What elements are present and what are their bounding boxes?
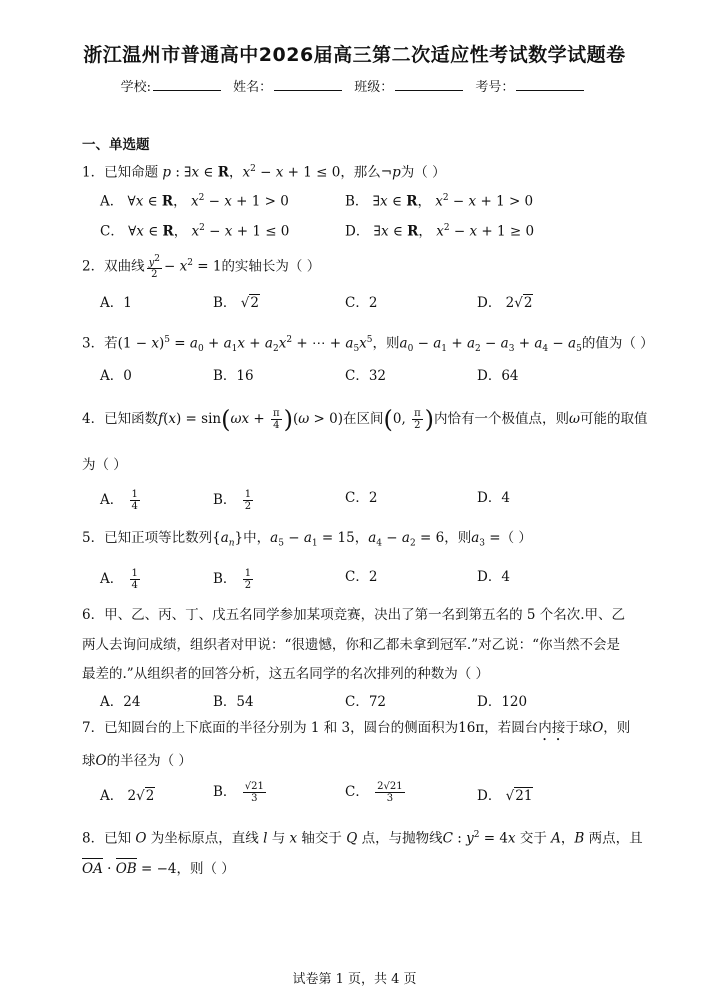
q3-stem: 3．若$(1 - x)^5 = a_0 + a_1x + a_2x^2$ + ⋯ + $a_5x^5$，则$a_0 - a_1 + a_2 - a_3 + a_4 - a_5$的值为（ ） xyxy=(82,335,654,355)
q7-option-b-label: B． xyxy=(213,784,237,800)
q4-stem-cont: 为（ ） xyxy=(82,457,127,473)
q3-option-c-label: C．32 xyxy=(345,368,387,384)
q4-option-c-label: C．2 xyxy=(345,490,378,506)
q5-option-b[interactable]: B． $\frac{1}{2}$ xyxy=(213,568,252,591)
q3-option-b-label: B．16 xyxy=(213,368,254,384)
q6-option-a-label: A．24 xyxy=(100,694,141,710)
q7-option-d-label: D． xyxy=(477,788,502,804)
q4-stem-text-3: 内恰有一个极值点，则 xyxy=(434,411,570,427)
q1-option-a[interactable]: A． ∀x ∈ R， $x^2 - x + 1 > 0$ xyxy=(100,193,289,210)
q4-option-d[interactable] xyxy=(477,489,510,507)
q1-option-d-label: D． xyxy=(345,223,370,240)
q1-stem: 1．已知命题 p : ∃x ∈ R，$x^2 - x + 1 \le 0$，那么¬p为（ ） xyxy=(82,164,446,181)
q1-option-d[interactable]: D． ∃x ∈ R， $x^2 - x + 1 \ge 0$ xyxy=(345,223,535,240)
q7-stem-text-5: 球 xyxy=(82,753,96,769)
q3-option-a-label: A．0 xyxy=(100,368,132,384)
q4-option-b-label: B． xyxy=(213,492,237,508)
q2-option-b-label: B． xyxy=(213,295,237,311)
exam-no-blank xyxy=(516,78,584,91)
q8-stem: 8．已知 O 为坐标原点，直线 l 与 x 轴交于 Q 点，与抛物线C : $y^2 = 4x$ 交于 A，B 两点，且 xyxy=(82,830,643,847)
q2-option-a-label: A．1 xyxy=(100,295,132,311)
q8-stem-text-5: 点，与抛物线 xyxy=(361,830,443,847)
q6-stem-line3: 最差的.”从组织者的回答分析，这五名同学的名次排列的种数为（ ） xyxy=(82,666,489,682)
q4-option-a-label: A． xyxy=(100,492,124,508)
q8-stem-text: 8．已知 xyxy=(82,830,132,847)
q8-stem-text-6: 交于 xyxy=(519,830,547,847)
q8-stem-text-7: 两点，且 xyxy=(588,830,643,847)
q2-stem-text-2: 的实轴长为（ ） xyxy=(221,258,321,275)
q7-option-a-label: A． xyxy=(100,788,124,804)
school-blank xyxy=(153,78,221,91)
q7-stem-text: 7．已知圆台的上下底面的半径分别为 1 和 3，圆台的侧面积为 xyxy=(82,720,459,736)
q1-option-b-label: B． xyxy=(345,193,369,210)
page-footer: 试卷第 1 页，共 4 页 xyxy=(292,972,417,987)
q5-option-a-label: A． xyxy=(100,571,124,587)
student-info-row xyxy=(0,76,709,95)
q3-option-b[interactable] xyxy=(213,367,254,385)
q2-option-c[interactable] xyxy=(345,294,377,312)
q2-option-a[interactable] xyxy=(100,294,132,312)
q6-option-c-label: C．72 xyxy=(345,694,387,710)
q5-stem-text-3: ， xyxy=(354,530,369,546)
q3-stem-text-2: ，则 xyxy=(372,335,400,352)
q6-option-d-label: D．120 xyxy=(477,694,528,710)
q5-stem: 5．已知正项等比数列$\{a_n\}$中，$a_5 - a_1 = 15$，$a_4 - a_2 = 6$，则$a_3$ =（ ） xyxy=(82,530,532,549)
q4-option-b[interactable]: B． $\frac{1}{2}$ xyxy=(213,489,252,512)
q7-stem: 7．已知圆台的上下底面的半径分别为 1 和 3，圆台的侧面积为16π，若圆台内接于球O，则 xyxy=(82,720,631,736)
q2-option-d[interactable]: D． 2√2 xyxy=(477,295,533,311)
q2-option-b[interactable]: B． √2 xyxy=(213,295,259,311)
q5-option-a[interactable]: A． $\frac{1}{4}$ xyxy=(100,568,138,591)
q7-stem-cont: 球O的半径为（ ） xyxy=(82,753,192,769)
q6-option-b-label: B．54 xyxy=(213,694,254,710)
q6-option-a[interactable] xyxy=(100,693,140,711)
q3-option-a[interactable] xyxy=(100,367,132,385)
q8-stem-text-3: 与 xyxy=(271,830,286,847)
q4-option-c[interactable] xyxy=(345,489,377,507)
q7-option-c[interactable]: C． $\frac{2√21}{3}$ xyxy=(345,781,403,804)
q3-stem-text: 3．若 xyxy=(82,335,118,352)
class-label: 班级： xyxy=(354,80,394,95)
q5-stem-text-5: （ ） xyxy=(500,530,532,546)
q5-option-b-label: B． xyxy=(213,571,237,587)
q1-option-a-label: A． xyxy=(100,193,124,210)
q1-stem-text-2: ，那么¬ xyxy=(340,164,393,181)
q1-stem-text: 1．已知命题 xyxy=(82,164,159,181)
q3-option-c[interactable] xyxy=(345,367,386,385)
q3-stem-text-3: 的值为（ ） xyxy=(581,335,654,352)
q6-option-c[interactable] xyxy=(345,693,386,711)
school-label: 学校: xyxy=(120,80,151,95)
section-heading: 一、单选题 xyxy=(82,137,150,153)
q5-option-c[interactable] xyxy=(345,568,377,586)
q2-option-c-label: C．2 xyxy=(345,295,378,311)
q4-option-a[interactable]: A． $\frac{1}{4}$ xyxy=(100,489,138,512)
q5-option-d-label: D．4 xyxy=(477,569,510,585)
q5-stem-text-2: 中， xyxy=(243,530,271,546)
q7-stem-text-3: 于球 xyxy=(565,720,593,736)
exam-no-label: 考号： xyxy=(475,80,515,95)
q7-stem-text-2: ，若圆台 xyxy=(484,720,539,736)
q4-stem-text-2: 在区间 xyxy=(343,411,384,427)
q7-emphasis-text: 内接 xyxy=(538,720,566,736)
q3-option-d[interactable] xyxy=(477,367,519,385)
q4-stem-text: 4．已知函数 xyxy=(82,411,159,427)
q7-stem-text-4: ，则 xyxy=(603,720,631,736)
q5-option-c-label: C．2 xyxy=(345,569,378,585)
q7-stem-text-6: 的半径为（ ） xyxy=(106,753,192,769)
q7-option-c-label: C． xyxy=(345,784,369,800)
q2-stem-text: 2．双曲线 xyxy=(82,258,145,275)
q1-option-c[interactable]: C． ∀x ∈ R， $x^2 - x + 1 \le 0$ xyxy=(100,223,290,240)
name-label: 姓名： xyxy=(233,80,273,95)
q8-stem-text-4: 轴交于 xyxy=(301,830,342,847)
q5-option-d[interactable] xyxy=(477,568,510,586)
q8-stem-text-8: ，则（ ） xyxy=(176,861,235,877)
q1-option-c-label: C． xyxy=(100,223,124,240)
q6-stem-line2: 两人去询问成绩，组织者对甲说：“很遗憾，你和乙都未拿到冠军.”对乙说：“你当然不会是 xyxy=(82,637,620,653)
q1-option-b[interactable]: B． ∃x ∈ R， $x^2 - x + 1 > 0$ xyxy=(345,193,534,210)
q8-stem-cont: OA · OB = −4，则（ ） xyxy=(82,861,235,877)
q1-stem-text-3: 为（ ） xyxy=(400,164,446,181)
q6-stem-line1: 6．甲、乙、丙、丁、戊五名同学参加某项竞赛，决出了第一名到第五名的 5 个名次.甲、乙 xyxy=(82,607,626,623)
q5-stem-text-4: ，则 xyxy=(444,530,472,546)
q7-option-a[interactable]: A． 2√2 xyxy=(100,788,155,804)
q7-option-b[interactable]: B． $\frac{√21}{3}$ xyxy=(213,781,264,804)
q7-option-d[interactable]: D． √21 xyxy=(477,788,533,804)
q8-stem-text-2: 为坐标原点，直线 xyxy=(150,830,259,847)
q4-stem-text-4: 可能的取值 xyxy=(580,411,648,427)
q4-option-d-label: D．4 xyxy=(477,490,510,506)
q3-option-d-label: D．64 xyxy=(477,368,519,384)
q6-option-b[interactable] xyxy=(213,693,254,711)
q2-option-d-label: D． xyxy=(477,295,502,311)
q5-stem-text: 5．已知正项等比数列 xyxy=(82,530,213,546)
q6-option-d[interactable] xyxy=(477,693,527,711)
q4-stem: 4．已知函数f(x) = sin(ωx + $\frac{\pi}{4}$ )(ω > 0)在区间(0, $\frac{\pi}{2}$ )内恰有一个极值点，则ω可能的取值 xyxy=(82,405,648,434)
paper-title: 浙江温州市普通高中2026届高三第二次适应性考试数学试题卷 xyxy=(83,44,626,66)
class-blank xyxy=(395,78,463,91)
name-blank xyxy=(274,78,342,91)
q2-stem: 2．双曲线 $\frac{y^2}{2}$ − $x^2 = 1$的实轴长为（ ） xyxy=(82,253,321,281)
